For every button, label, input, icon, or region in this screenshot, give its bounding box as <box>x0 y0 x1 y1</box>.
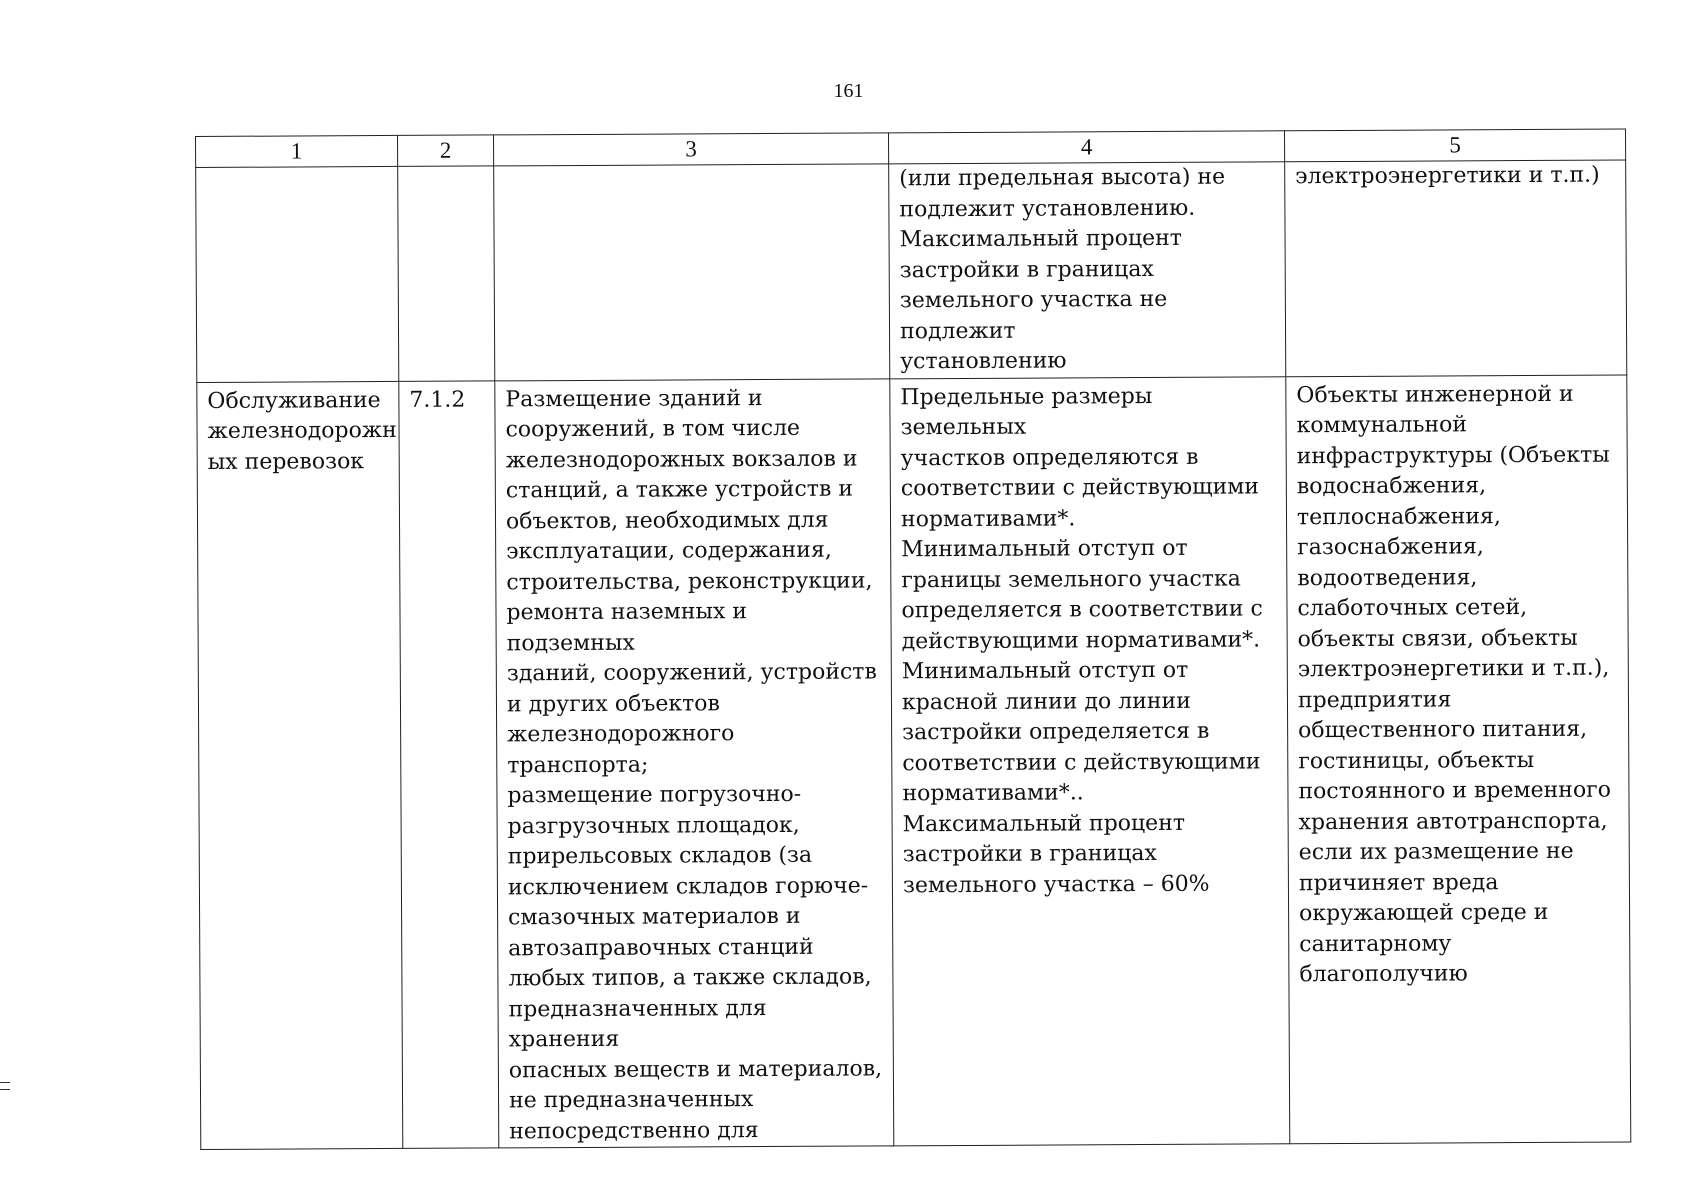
page-number: 161 <box>833 80 864 102</box>
cell-code <box>399 380 499 1148</box>
column-header-5: 5 <box>1284 129 1625 162</box>
cell-description <box>494 164 890 381</box>
column-header-1: 1 <box>196 135 398 167</box>
description-text: Размещение зданий и сооружений, в том числе железнодорожных вокзалов и станций, а также устройств и объектов, необходимых для эксплуатации, содержания, строительства, реконструкции, ремонта наземных и подземных зданий, сооружений, устройств и других объектов железнодорожного транспорта; размещение погрузочно- разгрузочных площадок, прирельсовых складов (за исключением складов горюче- смазочных материалов и автозаправочных станций любых типов, а также складов, предназначенных для хранения опасных веществ и материалов, не предназначенных непосредственно для <box>505 385 883 1144</box>
auxiliary-uses-text: Объекты инженерной и коммунальной инфраструктуры (Объекты водоснабжения, теплоснабжения, газоснабжения, водоотведения, слаботочных сетей, объекты связи, объекты электроэнергетики и т.п.), предприятия общественного питания, гостиницы, объекты постоянного и временного хранения автотранспорта, если их размещение не причиняет вреда окружающей среде и санитарному благополучию <box>1296 381 1611 988</box>
table-row-continuation <box>196 160 1627 382</box>
parameters-text: Предельные размеры земельных участков определяются в соответствии с действующими нормативами*. Минимальный отступ от границы земельного участка определяется в соответствии с действующими нормативами*. Минимальный отступ от красной линии до линии застройки определяется в соответствии с действующими нормативами*.. Максимальный процент застройки в границах земельного участка – 60% <box>900 383 1263 898</box>
cell-description <box>495 378 894 1148</box>
column-header-2: 2 <box>397 135 493 167</box>
table-row-railway-service <box>197 375 1631 1150</box>
parameters-text: (или предельная высота) не подлежит установлению. Максимальный процент застройки в границах земельного участка не подлежит установлению <box>899 164 1226 375</box>
column-header-4: 4 <box>888 131 1284 164</box>
column-header-3: 3 <box>493 133 888 166</box>
margin-mark <box>0 1082 10 1090</box>
cell-use-type <box>196 166 399 382</box>
cell-use-type <box>197 381 403 1150</box>
regulations-table <box>195 129 1631 1150</box>
cell-code <box>398 166 495 381</box>
auxiliary-uses-text: электроэнергетики и т.п.) <box>1295 162 1600 190</box>
cell-auxiliary-uses <box>1286 375 1631 1144</box>
cell-parameters <box>889 162 1286 379</box>
code-text: 7.1.2 <box>409 387 466 413</box>
cell-parameters <box>890 376 1290 1146</box>
cell-auxiliary-uses <box>1285 160 1627 376</box>
use-type-text: Обслуживание железнодорожн ых перевозок <box>207 387 397 475</box>
